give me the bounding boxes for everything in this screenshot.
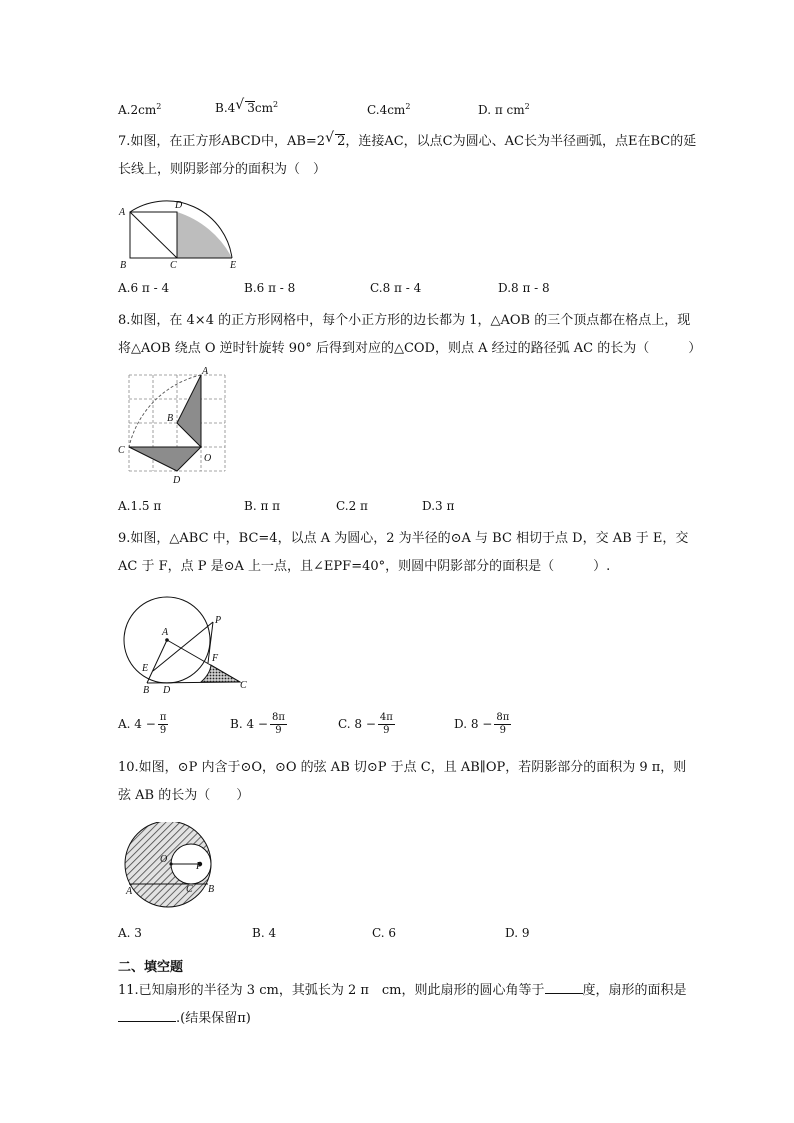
q10-figure [116, 822, 226, 914]
q9-label-a: A [162, 627, 169, 638]
q10-option-a: A. 3 [118, 926, 142, 940]
q10-label-c: C [186, 884, 193, 895]
q6-option-d: D. π $cm^2$ [478, 102, 530, 117]
q9-figure [116, 596, 256, 696]
q8-label-d: D [173, 475, 181, 486]
q8-option-b: B. π π [244, 499, 281, 513]
q6-option-a: $A.2cm^2$ [118, 102, 162, 117]
q11-blank-area[interactable] [118, 1021, 176, 1022]
q9-label-d: D [163, 685, 171, 696]
q10-option-c: C. 6 [372, 926, 397, 940]
q6-option-b: B.4√ $3cm^2$ [215, 100, 278, 115]
q8-label-b: B [167, 413, 174, 424]
q7-label-e: E [230, 260, 237, 270]
q10-label-p: P [196, 861, 203, 872]
q7-label-b: B [120, 260, 127, 270]
q9-label-e: E [142, 663, 149, 674]
q8-question-text: 8.如图，在 4×4 的正方形网格中，每个小正方形的边长都为 1，△AOB 的三个顶点都在格点上，现将△AOB 绕点 O 逆时针旋转 90° 后得到对应的△COD，则点 A 经过的路径弧 AC 的长为（ ） [118, 313, 702, 356]
q7-label-c: C [170, 260, 177, 270]
q10-label-b: B [208, 884, 215, 895]
q10-question-text: 10.如图，⊙P 内含于⊙O，⊙O 的弦 AB 切⊙P 于点 C，且 AB∥OP，若阴影部分的面积为 9 π，则弦 AB 的长为（ ） [118, 760, 687, 803]
q8-option-c: C.2 π [336, 499, 368, 513]
q11-blank-angle[interactable] [545, 993, 583, 994]
q8-option-a: A.1.5 π [118, 499, 162, 513]
section-title: 二、填空题 [118, 960, 184, 975]
q7-option-b: B.6 π - 8 [244, 281, 296, 295]
q7-option-c: C.8 π - 4 [370, 281, 422, 295]
q10-label-a: A [126, 886, 133, 897]
q8-figure [116, 365, 232, 489]
q9-label-p: P [215, 615, 222, 626]
q9-option-a: A. 4 − $\frac{\pi}{9}$ [118, 712, 167, 736]
q7-option-d: D.8 π - 8 [498, 281, 550, 295]
q8-label-a: A [202, 366, 209, 377]
q7-label-d: D [175, 200, 183, 211]
q7-figure [116, 188, 240, 270]
q9-label-c: C [240, 680, 247, 691]
q9-option-b: B. 4 − $\frac{8\pi}{9}$ [230, 712, 285, 736]
q7-option-a: A.6 π - 4 [118, 281, 170, 295]
q9-question-text: 9.如图，△ABC 中，BC=4，以点 A 为圆心，2 为半径的⊙A 与 BC 相切于点 D，交 AB 于 E，交 AC 于 F，点 P 是⊙A 上一点，且∠EPF=40°，则圆中阴影部分的面积是（ ）. [118, 531, 689, 574]
q9-label-f: F [212, 653, 219, 664]
q10-option-d: D. 9 [505, 926, 530, 940]
q11-question-text: 11.已知扇形的半径为 3 cm，其弧长为 2 π cm，则此扇形的圆心角等于 度，扇形的面积是.(结果保留π) [118, 983, 687, 1026]
q9-label-b: B [143, 685, 150, 696]
q6-option-c: $C.4cm^2$ [367, 102, 411, 117]
q9-option-d: D. 8 − $\frac{8\pi}{9}$ [454, 712, 510, 736]
q7-label-a: A [119, 207, 126, 218]
q7-question-text: 7.如图，在正方形ABCD中，AB=2√ 2，连接AC，以点C为圆心、AC长为半径画弧，点E在BC的延长线上，则阴影部分的面积为（ ） [118, 128, 698, 184]
q8-label-o: O [204, 453, 212, 464]
q10-option-b: B. 4 [252, 926, 277, 940]
q10-label-o: O [160, 854, 168, 865]
q8-option-d: D.3 π [422, 499, 455, 513]
q8-label-c: C [118, 445, 125, 456]
q9-option-c: C. 8 − $\frac{4\pi}{9}$ [338, 712, 393, 736]
